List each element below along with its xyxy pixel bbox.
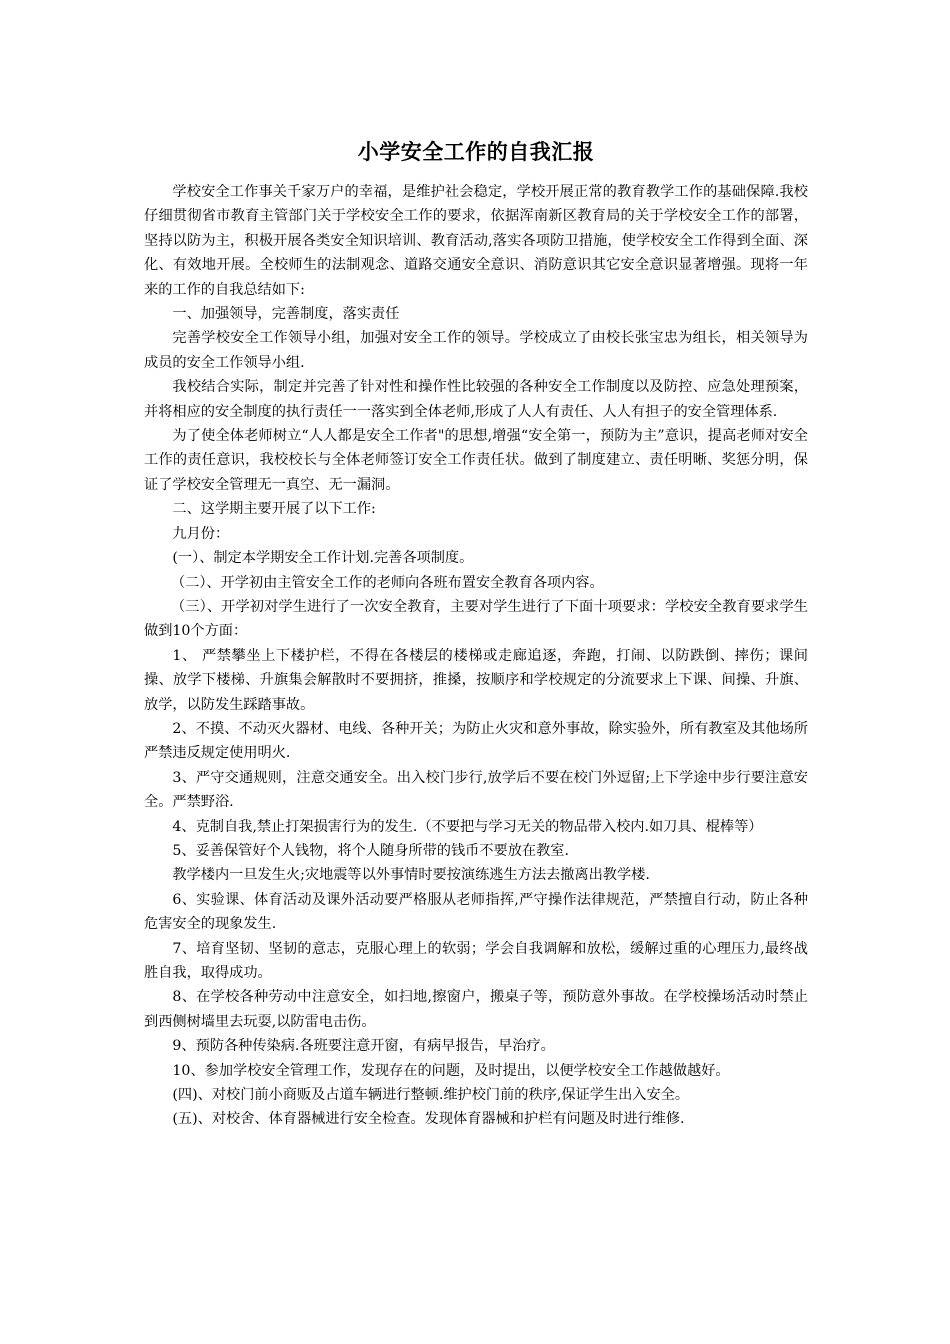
requirement-1: 1、 严禁攀坐上下楼护栏，不得在各楼层的楼梯或走廊追逐，奔跑，打闹、以防跌倒、摔伤；课间操、放学下楼梯、升旗集会解散时不要拥挤，推搡，按顺序和学校规定的分流要求上下课、间操、升旗、放学，以防发生踩踏事故。 — [144, 647, 808, 713]
requirement-5: 5、妥善保管好个人钱物，将个人随身所带的钱币不要放在教室. — [172, 842, 569, 859]
requirement-7: 7、培育坚韧、坚韧的意志，克服心理上的软弱；学会自我调解和放松，缓解过重的心理压力,最终战胜自我，取得成功。 — [144, 940, 808, 981]
month-heading: 九月份： — [172, 525, 230, 542]
requirement-5-note: 教学楼内一旦发生火;灾地震等以外事情时要按演练逃生方法去撤离出教学楼. — [172, 867, 650, 884]
paragraph-responsibility: 为了使全体老师树立“人人都是安全工作者"的思想,增强“安全第一，预防为主”意识，提高老师对安全工作的责任意识，我校校长与全体老师签订安全工作责任状。做到了制度建立、责任明晰、奖惩分明，保证了学校安全管理无一真空、无一漏洞。 — [144, 428, 808, 493]
task-item-1: (一）、制定本学期安全工作计划.完善各项制度。 — [172, 550, 474, 567]
task-item-4: (四)、对校门前小商贩及占道车辆进行整顿.维护校门前的秩序,保证学生出入安全。 — [172, 1087, 690, 1104]
section-heading-2: 二、这学期主要开展了以下工作: — [172, 501, 376, 518]
requirement-3: 3、严守交通规则，注意交通安全。出入校门步行,放学后不要在校门外逗留;上下学途中步行要注意安全。严禁野浴. — [144, 769, 808, 811]
document-title: 小学安全工作的自我汇报 — [357, 140, 595, 164]
intro-paragraph: 学校安全工作事关千家万户的幸福，是维护社会稳定，学校开展正常的教育教学工作的基础保障.我校仔细贯彻省市教育主管部门关于学校安全工作的要求，依据浑南新区教育局的关于学校安全工作的部署，坚持以防为主，积极开展各类安全知识培训、教育活动,落实各项防卫措施，使学校安全工作得到全面、深化、有效地开展。全校师生的法制观念、道路交通安全意识、消防意识其它安全意识显著增强。现将一年来的工作的自我总结如下: — [144, 184, 808, 298]
requirement-10: 10、参加学校安全管理工作，发现存在的问题，及时提出，以便学校安全工作越做越好。 — [172, 1062, 730, 1079]
requirement-6: 6、实验课、体育活动及课外活动要严格服从老师指挥,严守操作法律规范，严禁擅自行动，防止各种危害安全的现象发生. — [144, 891, 808, 933]
paragraph-leadership-group: 完善学校安全工作领导小组，加强对安全工作的领导。学校成立了由校长张宝忠为组长，相关领导为成员的安全工作领导小组. — [144, 330, 808, 371]
task-item-3: （三）、开学初对学生进行了一次安全教育，主要对学生进行了下面十项要求：学校安全教育要求学生做到10个方面： — [144, 598, 808, 640]
task-item-2: （二）、开学初由主管安全工作的老师向各班布置安全教育各项内容。 — [170, 574, 604, 591]
requirement-2: 2、不摸、不动灭火器材、电线、各种开关；为防止火灾和意外事故，除实验外，所有教室及其他场所严禁违反规定使用明火. — [144, 720, 808, 762]
document-body — [144, 132, 808, 1132]
requirement-9: 9、预防各种传染病.各班要注意开窗，有病早报告，早治疗。 — [172, 1038, 555, 1055]
requirement-8: 8、在学校各种劳动中注意安全，如扫地,擦窗户，搬桌子等，预防意外事故。在学校操场活动时禁止到西侧树墙里去玩耍,以防雷电击伤。 — [144, 989, 808, 1030]
requirement-4: 4、克制自我,禁止打架损害行为的发生.（不要把与学习无关的物品带入校内.如刀具、棍棒等） — [172, 818, 763, 835]
paragraph-rules: 我校结合实际，制定并完善了针对性和操作性比较强的各种安全工作制度以及防控、应急处理预案，并将相应的安全制度的执行责任一一落实到全体老师,形成了人人有责任、人人有担子的安全管理体系. — [144, 379, 808, 420]
task-item-5: (五)、对校舍、体育器械进行安全检查。发现体育器械和护栏有问题及时进行维修. — [172, 1111, 685, 1128]
section-heading-1: 一、加强领导，完善制度，落实责任 — [172, 306, 400, 323]
